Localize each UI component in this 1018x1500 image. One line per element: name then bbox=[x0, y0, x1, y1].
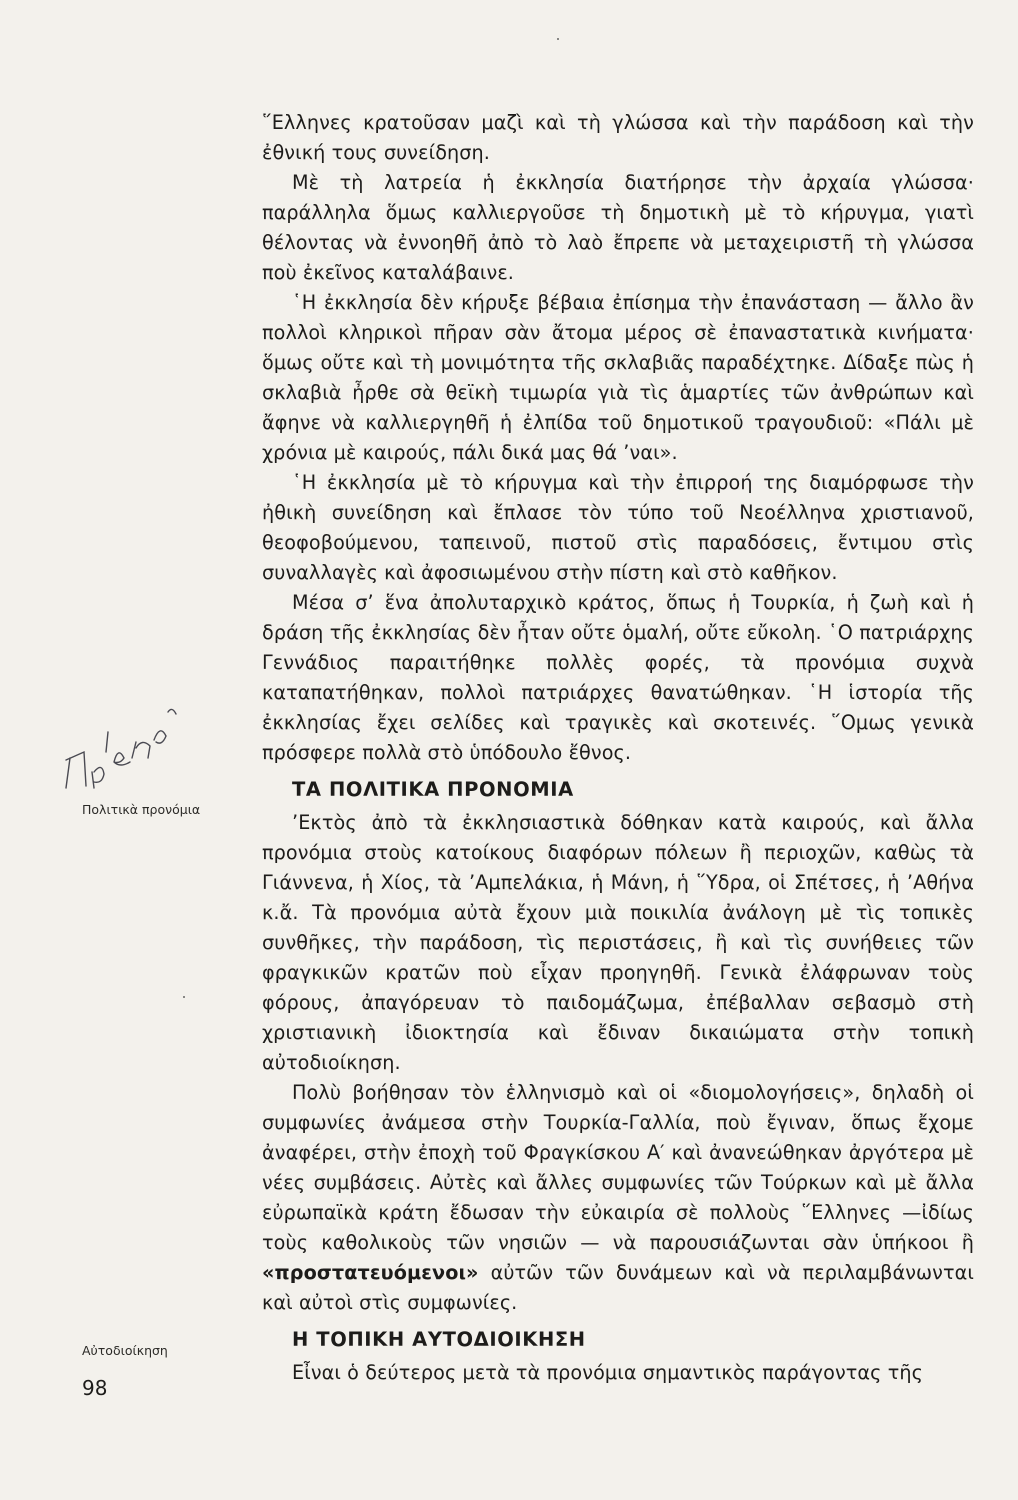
margin-note-political-privileges: Πολιτικὰ προνόμια bbox=[82, 802, 201, 817]
paragraph-text: αὐτῶν τῶν δυνάμεων καὶ νὰ περιλαμβάνωνται καὶ αὐτοὶ στὶς συμφωνίες. bbox=[262, 1261, 974, 1314]
section-heading-political-privileges: ΤΑ ΠΟΛΙΤΙΚΑ ΠΡΟΝΟΜΙΑ bbox=[292, 778, 574, 801]
paragraph: ’Εκτὸς ἀπὸ τὰ ἐκκλησιαστικὰ δόθηκαν κατὰ καιρούς, καὶ ἄλλα προνόμια στοὺς κατοίκους διαφόρων πόλεων ἢ περιοχῶν, καθὼς τὰ Γιάννενα, ἡ Χίος, τὰ ’Αμπελάκια, ἡ Μάνη, ἡ ῞Υδρα, οἱ Σπέτσες, ἡ ’Αθήνα κ.ἄ. Τὰ προνόμια αὐτὰ ἔχουν μιὰ ποικιλία ἀνάλογη μὲ τὶς τοπικὲς συνθῆκες, τὴν παράδοση, τὶς περιστάσεις, ἢ καὶ τὶς συνήθειες τῶν φραγκικῶν κρατῶν ποὺ εἶχαν προηγηθῆ. Γενικὰ ἐλάφρωναν τοὺς φόρους, ἀπαγόρευαν τὸ παιδομάζωμα, ἐπέβαλλαν σεβασμὸ στὴ χριστιανικὴ ἰδιοκτησία καὶ ἔδιναν δικαιώματα στὴν τοπικὴ αὐτοδιοίκηση. bbox=[262, 811, 974, 1074]
margin-note-self-government: Αὐτοδιοίκηση bbox=[82, 1343, 168, 1358]
bold-term: «προστατευόμενοι» bbox=[262, 1261, 479, 1284]
paragraph: Μέσα σ’ ἕνα ἀπολυταρχικὸ κράτος, ὅπως ἡ Τουρκία, ἡ ζωὴ καὶ ἡ δράση τῆς ἐκκλησίας δὲν ἦταν οὔτε ὁμαλή, οὔτε εὔκολη. ῾Ο πατριάρχης Γεννάδιος παραιτήθηκε πολλὲς φορές, τὰ προνόμια συχνὰ καταπατήθηκαν, πολλοὶ πατριάρχες θανατώθηκαν. ῾Η ἱστορία τῆς ἐκκλησίας ἔχει σελίδες καὶ τραγικὲς καὶ σκοτεινές. ῞Ομως γενικὰ πρόσφερε πολλὰ στὸ ὑπόδουλο ἔθνος. bbox=[262, 591, 974, 764]
main-text-column bbox=[262, 108, 974, 1388]
paragraph: Εἶναι ὁ δεύτερος μετὰ τὰ προνόμια σημαντικὸς παράγοντας τῆς bbox=[292, 1361, 924, 1384]
handwriting-icon bbox=[58, 702, 188, 792]
paragraph: ῾Η ἐκκλησία δὲν κήρυξε βέβαια ἐπίσημα τὴν ἐπανάσταση — ἄλλο ἂν πολλοὶ κληρικοὶ πῆραν σὰν ἄτομα μέρος σὲ ἐπαναστατικὰ κινήματα· ὅμως οὔτε καὶ τὴ μονιμότητα τῆς σκλαβιᾶς παραδέχτηκε. Δίδαξε πὼς ἡ σκλαβιὰ ἦρθε σὰ θεϊκὴ τιμωρία γιὰ τὶς ἁμαρτίες τῶν ἀνθρώπων καὶ ἄφηνε νὰ καλλιεργηθῆ ἡ ἐλπίδα τοῦ δημοτικοῦ τραγουδιοῦ: «Πάλι μὲ χρόνια μὲ καιρούς, πάλι δικά μας θά ’ναι». bbox=[262, 291, 974, 464]
section-heading-local-self-government: Η ΤΟΠΙΚΗ ΑΥΤΟΔΙΟΙΚΗΣΗ bbox=[292, 1328, 586, 1351]
paragraph: Μὲ τὴ λατρεία ἡ ἐκκλησία διατήρησε τὴν ἀρχαία γλώσσα· παράλληλα ὅμως καλλιεργοῦσε τὴ δημοτικὴ μὲ τὸ κήρυγμα, γιατὶ θέλοντας νὰ ἐννοηθῆ ἀπὸ τὸ λαὸ ἔπρεπε νὰ μεταχειριστῆ τὴ γλώσσα ποὺ ἐκεῖνος καταλάβαινε. bbox=[262, 171, 974, 284]
speck bbox=[557, 38, 559, 40]
paragraph: ῾Η ἐκκλησία μὲ τὸ κήρυγμα καὶ τὴν ἐπιρροή της διαμόρφωσε τὴν ἠθικὴ συνείδηση καὶ ἔπλασε τὸν τύπο τοῦ Νεοέλληνα χριστιανοῦ, θεοφοβούμενου, ταπεινοῦ, πιστοῦ στὶς παραδόσεις, ἔντιμου στὶς συναλλαγὲς καὶ ἀφοσιωμένου στὴν πίστη καὶ στὸ καθῆκον. bbox=[262, 471, 974, 584]
paragraph-continued: ῞Ελληνες κρατοῦσαν μαζὶ καὶ τὴ γλώσσα καὶ τὴν παράδοση καὶ τὴν ἐθνική τους συνείδηση. bbox=[262, 111, 974, 164]
paragraph bbox=[262, 1078, 974, 1318]
paragraph-text: Πολὺ βοήθησαν τὸν ἑλληνισμὸ καὶ οἱ «διομολογήσεις», δηλαδὴ οἱ συμφωνίες ἀνάμεσα στὴν Τουρκία-Γαλλία, ποὺ ἔγιναν, ὅπως ἔχομε ἀναφέρει, στὴν ἐποχὴ τοῦ Φραγκίσκου Α′ καὶ ἀνανεώθηκαν ἀργότερα μὲ νέες συμβάσεις. Αὐτὲς καὶ ἄλλες συμφωνίες τῶν Τούρκων καὶ μὲ ἄλλα εὐρωπαϊκὰ κράτη ἔδωσαν τὴν εὐκαιρία σὲ πολλοὺς ῞Ελληνες —ἰδίως τοὺς καθολικοὺς τῶν νησιῶν — νὰ παρουσιάζωνται σὰν ὑπήκοοι ἢ bbox=[262, 1081, 974, 1254]
speck bbox=[183, 996, 185, 998]
page-number: 98 bbox=[82, 1376, 108, 1400]
handwritten-annotation bbox=[58, 702, 188, 796]
